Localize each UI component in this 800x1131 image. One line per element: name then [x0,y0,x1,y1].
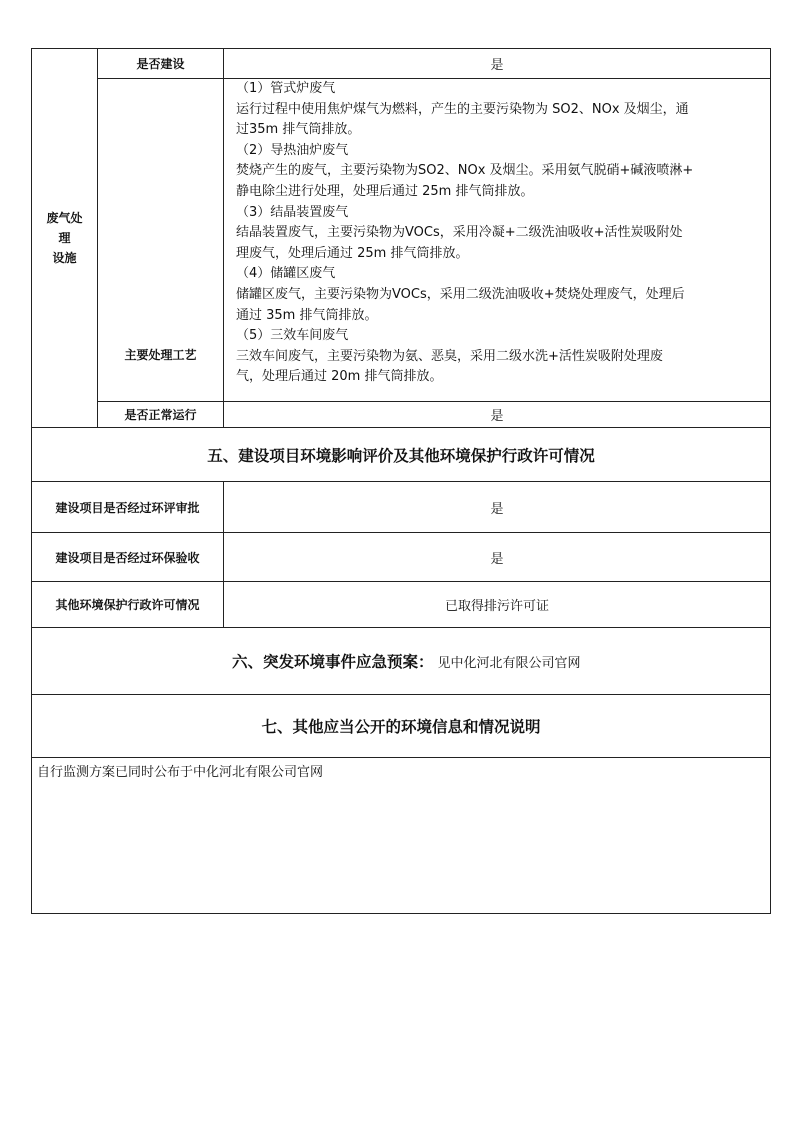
section6-title: 六、突发环境事件应急预案： [232,653,434,671]
waste-gas-facility-label [32,48,97,427]
process-line: （1）管式炉废气 [236,81,336,96]
process-line: 结晶装置废气，主要污染物为VOCs，采用冷凝+二级洗油吸收+活性炭吸附处 [236,225,683,241]
process-line: （4）储罐区废气 [236,266,336,282]
process-line: 过35m 排气筒排放。 [236,122,361,138]
built-label: 是否建设 [136,56,185,71]
running-label: 是否正常运行 [124,408,197,422]
section5-title: 五、建设项目环境影响评价及其他环境保护行政许可情况 [207,446,595,465]
eia-approval-value: 是 [490,501,504,517]
process-description [224,79,770,401]
section7-content: 自行监测方案已同时公布于中化河北有限公司官网 [37,765,324,780]
process-label: 主要处理工艺 [124,348,197,362]
divider [97,48,98,427]
process-line: （5）三效车间废气 [236,328,349,344]
process-line: 通过 35m 排气筒排放。 [236,307,378,323]
side-label-line: 废气处 [46,210,83,225]
process-line: 运行过程中使用焦炉煤气为燃料，产生的主要污染物为 SO2、NOx 及烟尘，通 [236,101,689,117]
process-line: 储罐区废气，主要污染物为VOCs，采用二级洗油吸收+焚烧处理废气，处理后 [236,286,685,302]
process-line: 静电除尘进行处理，处理后通过 25m 排气筒排放。 [236,183,534,199]
built-value: 是 [490,57,504,73]
process-line: 三效车间废气，主要污染物为氨、恶臭，采用二级水洗+活性炭吸附处理废 [236,348,663,364]
process-line: 气，处理后通过 20m 排气筒排放。 [236,369,443,385]
running-value: 是 [490,409,504,424]
section6-value: 见中化河北有限公司官网 [437,655,581,671]
process-line: （3）结晶装置废气 [236,204,349,220]
acceptance-label: 建设项目是否经过环保验收 [55,550,200,565]
eia-approval-label: 建设项目是否经过环评审批 [55,500,200,515]
side-label-line: 理 [58,230,71,245]
other-permit-label: 其他环境保护行政许可情况 [55,598,200,612]
section7-title: 七、其他应当公开的环境信息和情况说明 [261,718,541,736]
divider [31,757,771,758]
process-line: 焚烧产生的废气，主要污染物为SO2、NOx 及烟尘。采用氨气脱硝+碱液喷淋+ [236,163,694,179]
process-line: （2）导热油炉废气 [236,142,349,158]
side-label-line: 设施 [52,250,77,265]
other-permit-value: 已取得排污许可证 [444,599,549,614]
acceptance-value: 是 [490,551,504,567]
section6-row [232,628,770,694]
process-line: 理废气，处理后通过 25m 排气筒排放。 [236,245,469,261]
